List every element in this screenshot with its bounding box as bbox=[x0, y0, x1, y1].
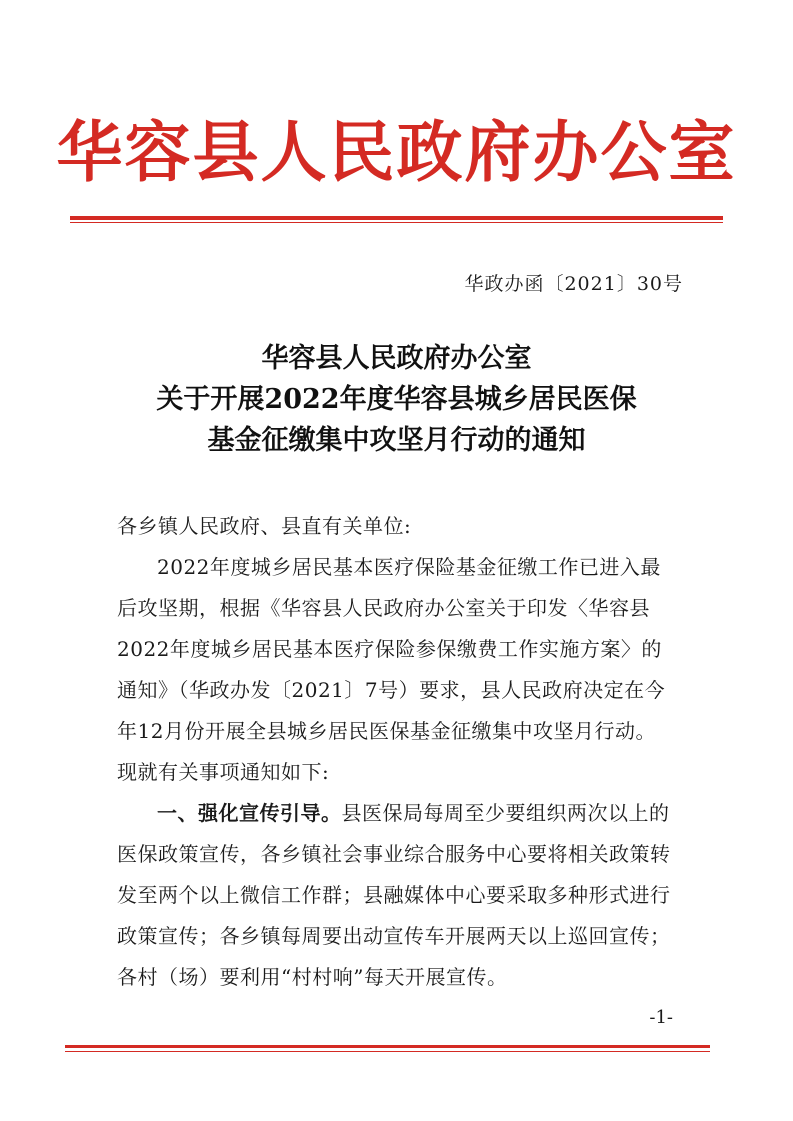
paragraph-line: 2022年度城乡居民基本医疗保险参保缴费工作实施方案〉的 bbox=[117, 637, 662, 661]
footer-rule bbox=[65, 1045, 710, 1048]
footer-rule-thin bbox=[65, 1051, 710, 1052]
page-number: -1- bbox=[649, 1007, 673, 1028]
paragraph-line: 通知》（华政办发〔2021〕7号）要求，县人民政府决定在今 bbox=[117, 678, 666, 702]
salutation: 各乡镇人民政府、县直有关单位: bbox=[117, 514, 412, 538]
section-heading: 一、强化宣传引导。 bbox=[157, 801, 342, 825]
section-line: 政策宣传；各乡镇每周要出动宣传车开展两天以上巡回宣传； bbox=[117, 924, 671, 948]
document-title bbox=[0, 338, 793, 461]
section-line bbox=[117, 793, 687, 834]
document-body bbox=[117, 506, 687, 998]
section-line: 发至两个以上微信工作群；县融媒体中心要采取多种形式进行 bbox=[117, 883, 671, 907]
title-line-2: 关于开展2022年度华容县城乡居民医保 bbox=[156, 384, 637, 415]
section-text: 县医保局每周至少要组织两次以上的 bbox=[341, 801, 670, 825]
letterhead-rule bbox=[70, 216, 723, 220]
paragraph-line: 后攻坚期，根据《华容县人民政府办公室关于印发〈华容县 bbox=[117, 596, 650, 620]
paragraph-line: 现就有关事项通知如下: bbox=[117, 760, 330, 784]
title-line-3: 基金征缴集中攻坚月行动的通知 bbox=[207, 425, 586, 456]
title-line-1: 华容县人民政府办公室 bbox=[261, 343, 532, 374]
paragraph-line: 年12月份开展全县城乡居民医保基金征缴集中攻坚月行动。 bbox=[117, 719, 656, 743]
section-line: 各村（场）要利用“村村响”每天开展宣传。 bbox=[117, 965, 508, 989]
section-line: 医保政策宣传，各乡镇社会事业综合服务中心要将相关政策转 bbox=[117, 842, 671, 866]
letterhead-rule-thin bbox=[70, 222, 723, 223]
letterhead-title: 华容县人民政府办公室 bbox=[56, 113, 737, 191]
document-number: 华政办函〔2021〕30号 bbox=[464, 273, 683, 295]
paragraph-line: 2022年度城乡居民基本医疗保险基金征缴工作已进入最 bbox=[157, 555, 661, 579]
